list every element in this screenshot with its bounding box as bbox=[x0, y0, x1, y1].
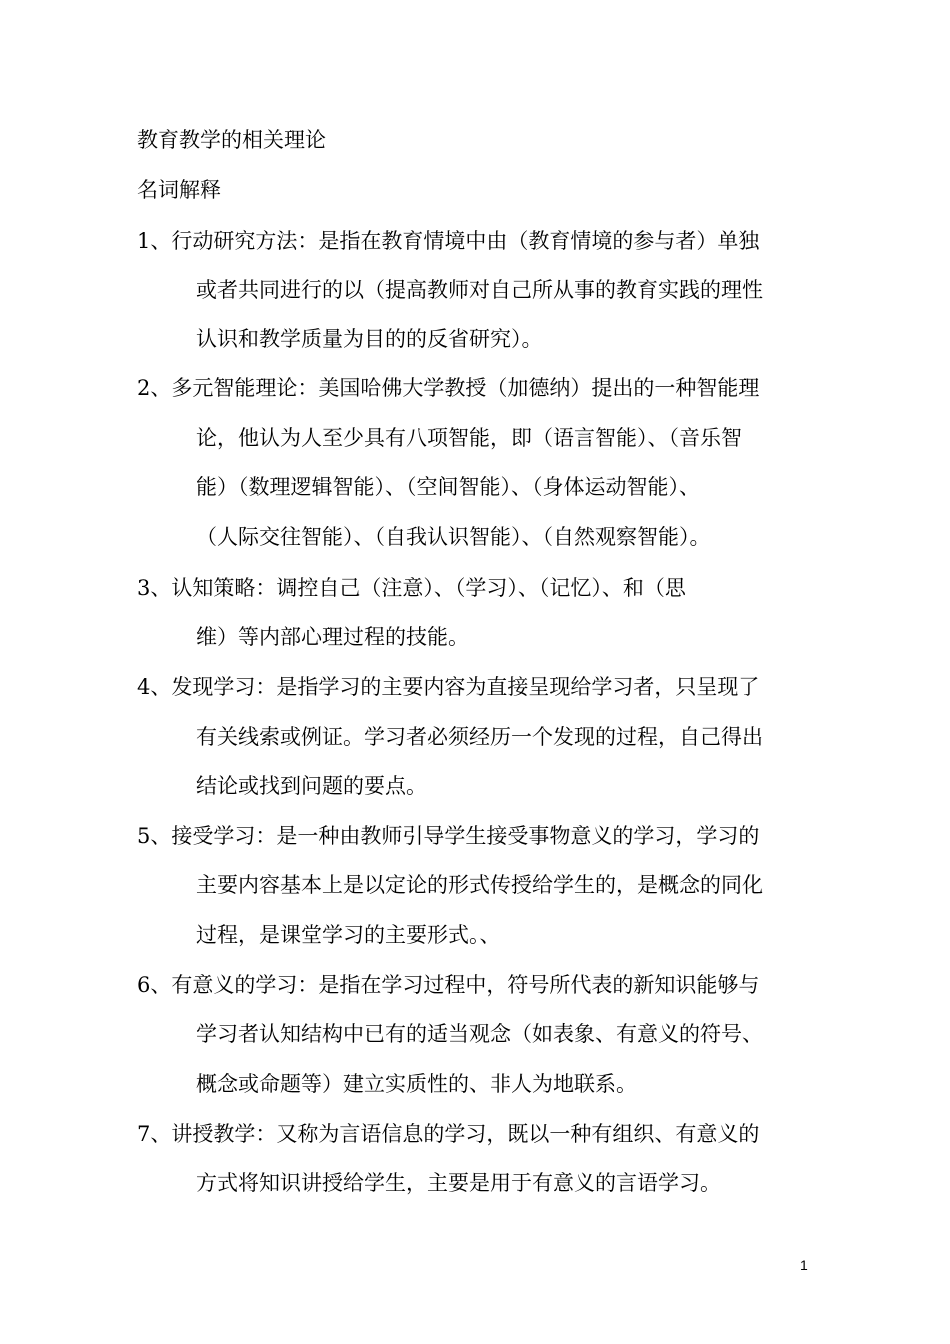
entry-line: 方式将知识讲授给学生，主要是用于有意义的言语学习。 bbox=[196, 1171, 721, 1195]
section-heading: 名词解释 bbox=[137, 178, 221, 202]
entry-line: 学习者认知结构中已有的适当观念（如表象、有意义的符号、 bbox=[196, 1022, 763, 1046]
entry-line: 认识和教学质量为目的的反省研究）。 bbox=[196, 327, 543, 351]
document-title: 教育教学的相关理论 bbox=[137, 128, 326, 152]
entry-line: 或者共同进行的以（提高教师对自己所从事的教育实践的理性 bbox=[196, 278, 763, 302]
entry-line: 维）等内部心理过程的技能。 bbox=[196, 625, 469, 649]
entry-line: 过程，是课堂学习的主要形式。、 bbox=[196, 923, 501, 947]
page-number: 1 bbox=[800, 1257, 808, 1273]
entry-line: 2、多元智能理论：美国哈佛大学教授（加德纳）提出的一种智能理 bbox=[137, 376, 760, 400]
entry-line: （人际交往智能）、（自我认识智能）、（自然观察智能）。 bbox=[196, 525, 711, 549]
entry-line: 6、有意义的学习：是指在学习过程中，符号所代表的新知识能够与 bbox=[137, 973, 760, 997]
entry-line: 4、发现学习：是指学习的主要内容为直接呈现给学习者，只呈现了 bbox=[137, 675, 760, 699]
entry-line: 概念或命题等）建立实质性的、非人为地联系。 bbox=[196, 1072, 637, 1096]
entry-line: 有关线索或例证。学习者必须经历一个发现的过程，自己得出 bbox=[196, 725, 763, 749]
entry-line: 结论或找到问题的要点。 bbox=[196, 774, 427, 798]
entry-line: 论，他认为人至少具有八项智能，即（语言智能）、（音乐智 bbox=[196, 426, 742, 450]
entry-line: 5、接受学习：是一种由教师引导学生接受事物意义的学习，学习的 bbox=[137, 824, 760, 848]
entry-line: 1、行动研究方法：是指在教育情境中由（教育情境的参与者）单独 bbox=[137, 229, 760, 253]
entry-line: 主要内容基本上是以定论的形式传授给学生的，是概念的同化 bbox=[196, 873, 763, 897]
entry-line: 7、讲授教学：又称为言语信息的学习，既以一种有组织、有意义的 bbox=[137, 1122, 760, 1146]
entry-line: 3、认知策略：调控自己（注意）、（学习）、（记忆）、和（思 bbox=[137, 576, 686, 600]
entry-line: 能）（数理逻辑智能）、（空间智能）、（身体运动智能）、 bbox=[196, 475, 700, 499]
